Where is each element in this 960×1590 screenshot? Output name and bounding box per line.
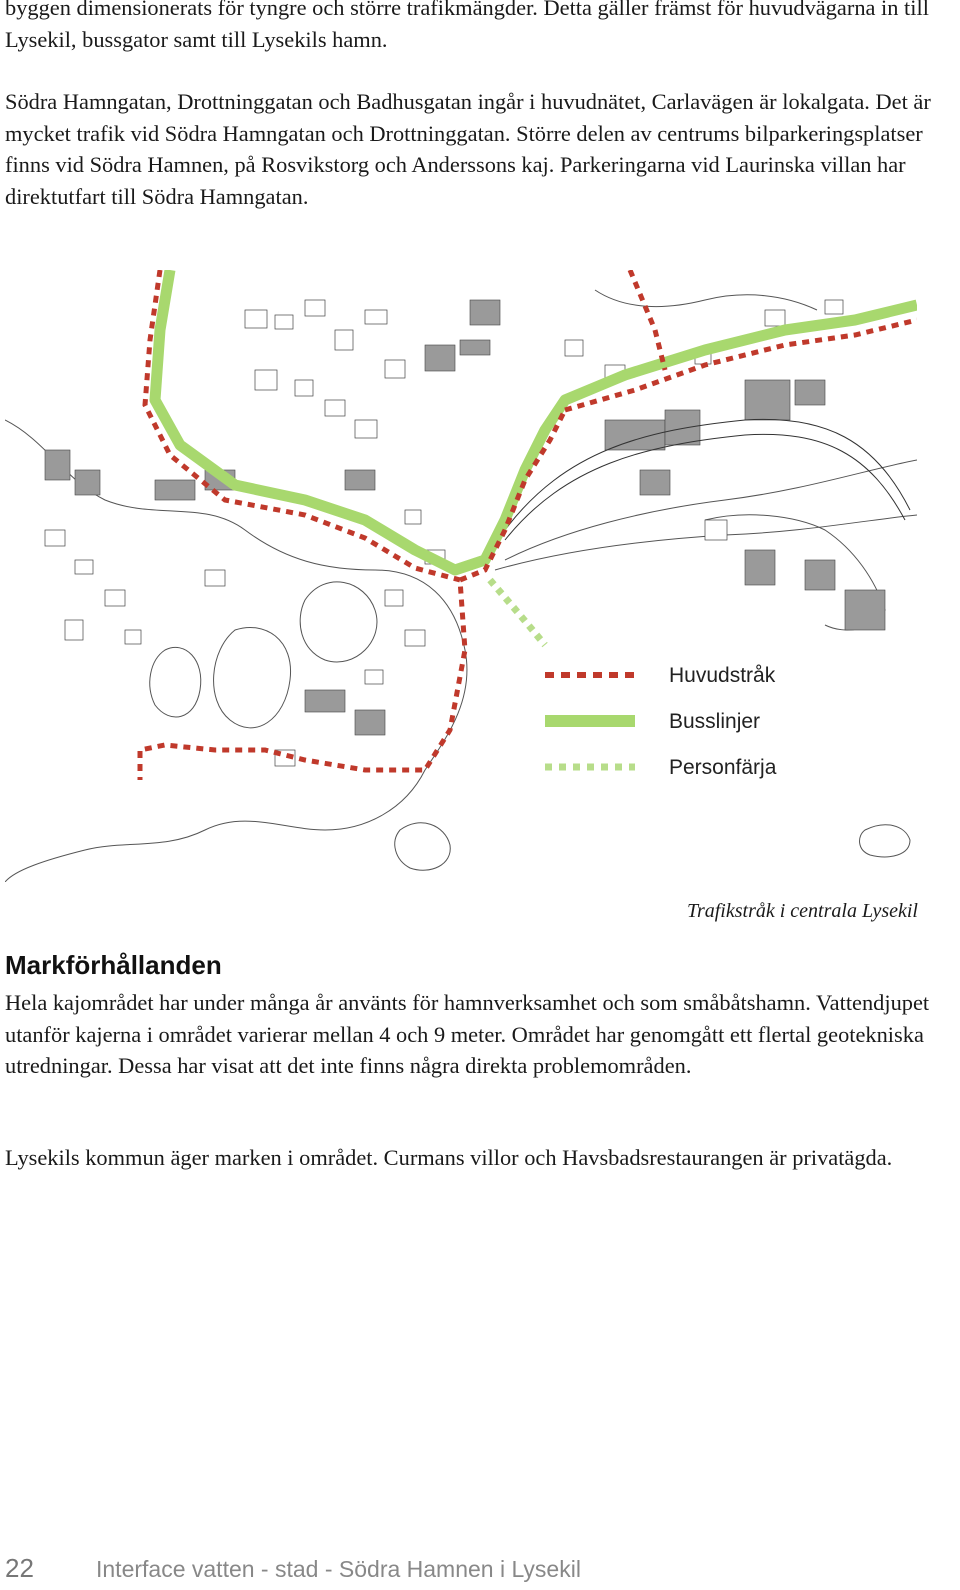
paragraph-ownership: Lysekils kommun äger marken i området. Curmans villor och Havsbadsrestaurangen är privatägda.	[5, 1145, 893, 1170]
legend-label-huvudstrak: Huvudstråk	[669, 664, 776, 687]
paragraph-intro: byggen dimensionerats för tyngre och större trafikmängder. Detta gäller främst för huvudvägarna in till Lysekil, bussgator samt till Lysekils hamn.	[5, 0, 929, 52]
paragraph-ground: Hela kajområdet har under många år använts för hamnverksamhet och som småbåtshamn. Vattendjupet utanför kajerna i området varierar mellan 4 och 9 meter. Området har genomgått ett flertal geotekniska utredningar. Dessa har visat att det inte finns några direkta problemområden.	[5, 990, 930, 1078]
traffic-map	[5, 270, 917, 882]
paragraph-streets: Södra Hamngatan, Drottninggatan och Badhusgatan ingår i huvudnätet, Carlavägen är lokalgata. Det är mycket trafik vid Södra Hamngatan och Drottninggatan. Större delen av centrums bilparkeringsplatser finns vid Södra Hamnen, på Rosvikstorg och Anderssons kaj. Parkeringarna vid Laurinska villan har direktutfart till Södra Hamngatan.	[5, 89, 931, 209]
legend-label-busslinjer: Busslinjer	[669, 710, 761, 733]
section-heading: Markförhållanden	[5, 950, 222, 980]
page-number: 22	[5, 1553, 34, 1583]
footer-title: Interface vatten - stad - Södra Hamnen i Lysekil	[96, 1556, 581, 1582]
map-caption: Trafikstråk i centrala Lysekil	[686, 900, 918, 922]
legend-label-personfarja: Personfärja	[669, 756, 777, 779]
